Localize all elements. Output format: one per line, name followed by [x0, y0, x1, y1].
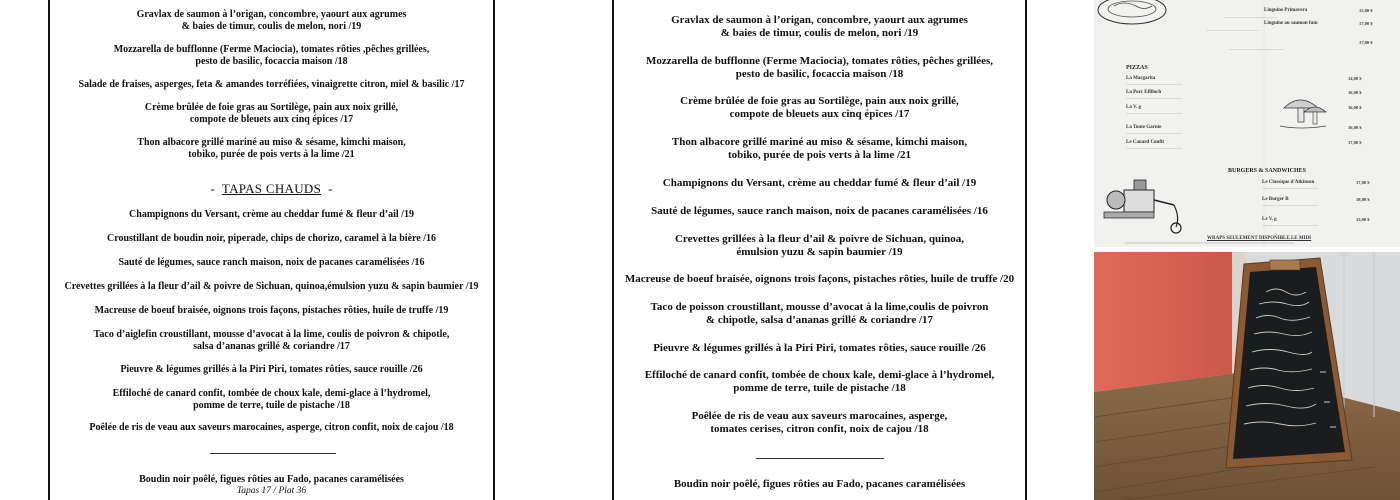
menu-dish-line: Pieuvre & légumes grillés à la Piri Piri, tomates rôties, sauce rouille /26	[120, 364, 423, 375]
menu-dish-line: Croustillant de boudin noir, piperade, chips de chorizo, caramel à la bière /16	[107, 233, 436, 244]
menu-illustrations	[1094, 0, 1400, 247]
photo-menu-item-desc: ................................................................	[1262, 186, 1318, 190]
menu-dish-line: Mozzarella de bufflonne (Ferme Maciocia), tomates rôties ,pêches grillées,	[113, 44, 430, 55]
photo-menu-item-name: La Porc Effiloch	[1126, 90, 1162, 95]
menu-dish-line: Pieuvre & légumes grillés à la Piri Piri, tomates rôties, sauce rouille /26	[653, 342, 986, 354]
menu-dish-line: Thon albacore grillé mariné au miso & sésame, kimchi maison,	[137, 137, 406, 148]
menu-dish	[614, 14, 1025, 39]
menu-dish	[614, 95, 1025, 120]
menu-dish	[50, 233, 493, 245]
menu-dish-line: compote de bleuets aux cinq épices /17	[729, 107, 910, 120]
menu-dish-line: salsa d’ananas grillé & coriandre /17	[193, 340, 350, 352]
menu-dish	[614, 342, 1025, 355]
pizzas-heading: PIZZAS	[1126, 65, 1148, 71]
menu-dish	[50, 281, 493, 293]
menu-dish-line: & baies de timur, coulis de melon, nori /19	[181, 20, 362, 32]
menu-item-desc: ............................................................	[1224, 15, 1277, 19]
menu-dish-line: Champignons du Versant, crème au cheddar fumé & fleur d’ail /19	[662, 177, 977, 189]
menu-dish	[614, 301, 1025, 326]
footer-dish: Boudin noir poêlé, figues rôties au Fado, pacanes caramélisées	[139, 474, 404, 485]
photo-menu-item-price: 17,00 $	[1348, 140, 1362, 145]
divider-line	[756, 458, 884, 459]
menu-dish-line: Mozzarella de bufflonne (Ferme Maciocia), tomates rôties, pêches grillées,	[645, 55, 994, 67]
menu-item-price: 15,00 $	[1359, 8, 1373, 13]
menu-dish	[614, 205, 1025, 218]
photo-menu-item-price: 15,00 $	[1356, 217, 1370, 222]
photo-menu-item-name: La Toute Garnie	[1126, 125, 1162, 130]
photo-menu-item-desc: ................................................................	[1126, 131, 1182, 135]
photo-menu-item-name: La Margarita	[1126, 76, 1156, 81]
menu-dish-line: & baies de timur, coulis de melon, nori /19	[720, 26, 919, 39]
menu-dish-line: Effiloché de canard confit, tombée de choux kale, demi-glace à l’hydromel,	[112, 388, 431, 399]
menu-dish-line: Taco de poisson croustillant, mousse d’avocat à la lime,coulis de poivron	[650, 301, 989, 313]
menu-dish	[614, 273, 1025, 286]
meat-grinder-sketch	[1104, 180, 1181, 233]
chalkboard-scene	[1094, 252, 1400, 500]
menu-dish-line: Effiloché de canard confit, tombée de choux kale, demi-glace à l’hydromel,	[644, 369, 995, 381]
menu-dish-line: Sauté de légumes, sauce ranch maison, noix de pacanes caramélisées /16	[651, 205, 988, 217]
menu-dish	[50, 388, 493, 411]
menu-dish-line: pesto de basilic, focaccia maison /18	[195, 55, 348, 67]
menu-dish-line: & chipotle, salsa d’ananas grillé & coriandre /17	[705, 313, 934, 326]
menu-page-left	[48, 0, 495, 500]
menu-dish-line: Gravlax de saumon à l’origan, concombre, yaourt aux agrumes	[671, 14, 968, 26]
menu-footer-note: WRAPS SEULEMENT DISPONIBLE LE MIDI	[1207, 236, 1312, 241]
menu-dish-line: Poêlée de ris de veau aux saveurs marocaines, asperge, citron confit, noix de cajou /18	[89, 422, 454, 433]
photo-menu-item-name: Le Classique d'Atkinson	[1262, 180, 1315, 185]
menu-dish-line: Poêlée de ris de veau aux saveurs marocaines, asperge,	[691, 410, 948, 422]
footer-dish: Boudin noir poêlé, figues rôties au Fado, pacanes caramélisées	[673, 478, 966, 490]
menu-dish	[50, 9, 493, 32]
menu-item-text: Linguine Primavera	[1264, 8, 1308, 13]
photo-menu-item-desc: ................................................................	[1262, 203, 1318, 207]
divider-line	[210, 453, 336, 454]
menu-dish	[50, 102, 493, 125]
photo-menu-item-price: 17,00 $	[1356, 180, 1370, 185]
menu-dish-line: Macreuse de boeuf braisée, oignons trois façons, pistaches rôties, huile de truffe /20	[624, 273, 1015, 285]
menu-dish-line: pomme de terre, tuile de pistache /18	[733, 381, 906, 394]
menu-dish-line: Thon albacore grillé mariné au miso & sésame, kimchi maison,	[671, 136, 968, 148]
menu-dish	[50, 422, 493, 434]
burgers-heading: BURGERS & SANDWICHES	[1228, 168, 1307, 174]
menu-item-desc: ...............................................................	[1229, 47, 1285, 51]
menu-dish-line: pomme de terre, tuile de pistache /18	[193, 399, 350, 411]
photo-menu-item-name: Le V. g	[1262, 217, 1277, 222]
menu-dish-line: tomates cerises, citron confit, noix de cajou /18	[710, 422, 929, 435]
menu-dish	[614, 55, 1025, 80]
photo-menu-item-price: 14,00 $	[1348, 76, 1362, 81]
menu-dish	[50, 44, 493, 67]
menu-dish-line: Crème brûlée de foie gras au Sortilège, pain aux noix grillé,	[680, 95, 959, 107]
photo-menu-item-name: Le Canard Confit	[1126, 140, 1165, 145]
photo-menu-item-desc: ................................................................	[1126, 146, 1182, 150]
photo-menu-item-desc: ................................................................	[1126, 111, 1182, 115]
photo-menu-item-name: La V. g	[1126, 105, 1141, 110]
menu-item-price: 17,00 $	[1359, 40, 1373, 45]
menu-page-middle	[612, 0, 1027, 500]
menu-dish-line: Taco d’aiglefin croustillant, mousse d’avocat à la lime, coulis de poivron & chipotle,	[93, 329, 450, 340]
photo-menu-item-desc: ................................................................	[1126, 82, 1182, 86]
photo-menu-item-price: 16,00 $	[1348, 90, 1362, 95]
menu-dish	[614, 410, 1025, 435]
menu-item-text: Linguine au saumon fum	[1264, 21, 1318, 26]
menu-dish	[614, 369, 1025, 394]
menu-dish-line: Crevettes grillées à la fleur d’ail & poivre de Sichuan, quinoa,	[674, 233, 965, 245]
photo-menu-item-desc: ................................................................	[1262, 223, 1318, 227]
menu-dish-line: Crème brûlée de foie gras au Sortilège, pain aux noix grillé,	[144, 102, 399, 113]
photo-menu-item-price: 18,00 $	[1356, 197, 1370, 202]
menu-item-price: 17,00 $	[1359, 21, 1373, 26]
photo-menu-item-desc: ................................................................	[1126, 96, 1182, 100]
menu-dish	[50, 137, 493, 160]
menu-dish-line: tobiko, purée de pois verts à la lime /21	[727, 148, 912, 161]
menu-dish-line: Crevettes grillées à la fleur d’ail & poivre de Sichuan, quinoa,émulsion yuzu & sapin baumier /19	[64, 281, 479, 292]
menu-dish-line: tobiko, purée de pois verts à la lime /21	[188, 148, 355, 160]
menu-dish	[50, 257, 493, 269]
menu-dish	[614, 233, 1025, 258]
chalkboard-photo	[1094, 252, 1400, 500]
menu-dish	[50, 305, 493, 317]
photo-menu-item-price: 16,00 $	[1348, 125, 1362, 130]
menu-dish-line: Sauté de légumes, sauce ranch maison, noix de pacanes caramélisées /16	[118, 257, 425, 268]
menu-dish-line: compote de bleuets aux cinq épices /17	[189, 113, 354, 125]
photo-menu-item-name: Le Burger B	[1262, 197, 1289, 202]
footer-prices: Tapas 17 / Plat 36	[236, 486, 307, 496]
photo-menu-item-price: 16,00 $	[1348, 105, 1362, 110]
menu-dish-line: Champignons du Versant, crème au cheddar fumé & fleur d’ail /19	[129, 209, 414, 220]
printed-menu-photo	[1094, 0, 1400, 247]
menu-dish	[50, 329, 493, 352]
mushroom-sketch	[1280, 100, 1326, 128]
menu-dish	[614, 136, 1025, 161]
menu-dish	[50, 79, 493, 91]
menu-dish-line: Macreuse de boeuf braisée, oignons trois façons, pistaches rôties, huile de truffe /19	[94, 305, 449, 316]
menu-dish	[50, 209, 493, 221]
menu-dish-line: émulsion yuzu & sapin baumier /19	[736, 245, 903, 258]
menu-dish	[50, 364, 493, 376]
menu-item-desc: ............................................................	[1206, 28, 1259, 32]
menu-dish-line: pesto de basilic, focaccia maison /18	[735, 67, 904, 80]
menu-dish	[614, 177, 1025, 190]
section-title-tapas-chauds: - TAPAS CHAUDS -	[210, 181, 333, 196]
menu-dish-line: Salade de fraises, asperges, feta & amandes torréfiées, vinaigrette citron, miel & basilic /17	[78, 79, 465, 90]
menu-dish-line: Gravlax de saumon à l’origan, concombre, yaourt aux agrumes	[136, 9, 407, 20]
